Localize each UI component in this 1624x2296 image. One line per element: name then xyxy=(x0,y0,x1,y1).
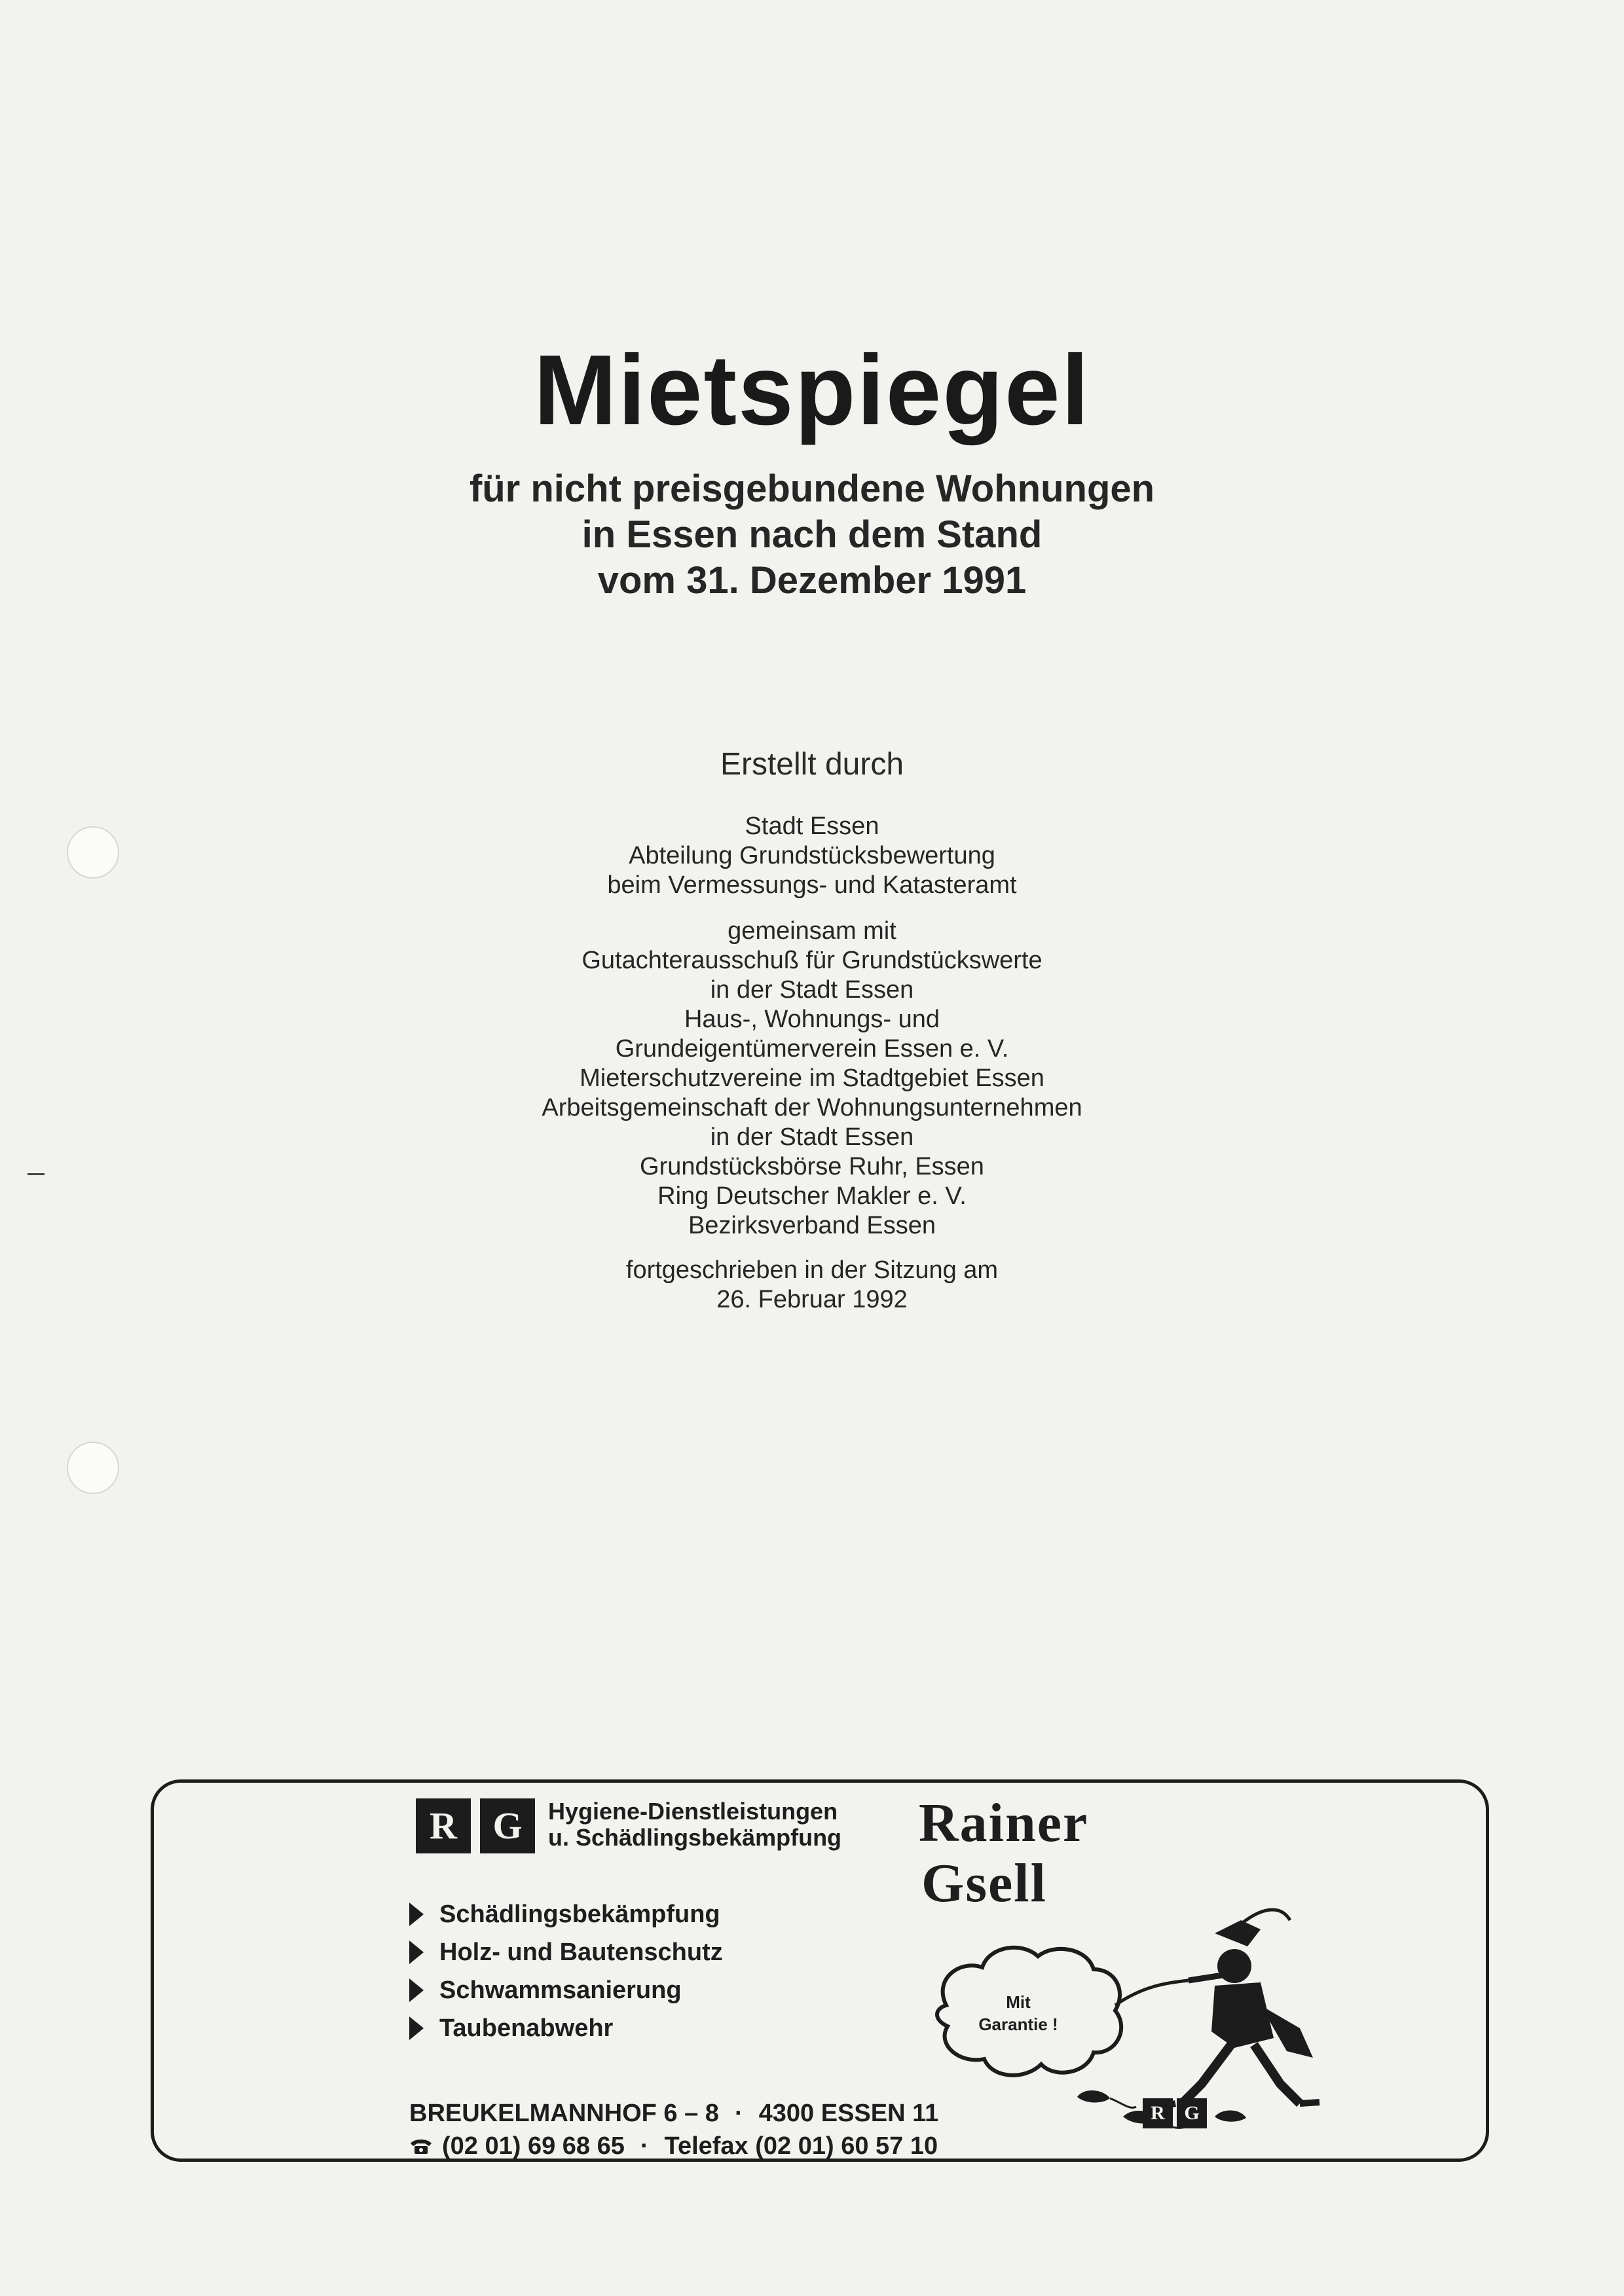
partners-block xyxy=(0,917,1624,1241)
service-item xyxy=(409,1971,723,2009)
partner-line: Arbeitsgemeinschaft der Wohnungsunternehmen xyxy=(542,1094,1082,1121)
fax-number: Telefax (02 01) 60 57 10 xyxy=(664,2132,938,2160)
service-item xyxy=(409,1933,723,1971)
partner-line: Gutachterausschuß für Grundstückswerte xyxy=(581,947,1043,974)
partner-line: Ring Deutscher Makler e. V. xyxy=(657,1182,967,1210)
brand-line: Gsell xyxy=(921,1853,1047,1914)
advertisement-box xyxy=(151,1779,1489,2162)
service-label: Schwammsanierung xyxy=(439,1976,682,2004)
triangle-bullet-icon xyxy=(409,1903,424,1926)
service-list xyxy=(409,1895,723,2047)
piper-illustration xyxy=(907,1907,1352,2143)
phone-number: (02 01) 69 68 65 xyxy=(442,2132,625,2160)
punch-hole-bottom xyxy=(67,1442,119,1494)
rg-logo xyxy=(416,1798,535,1853)
city: 4300 ESSEN 11 xyxy=(758,2100,939,2127)
tagline-line: u. Schädlingsbekämpfung xyxy=(548,1824,842,1851)
address-line-2 xyxy=(409,2130,938,2162)
update-block xyxy=(0,1256,1624,1315)
ad-address xyxy=(409,2097,938,2162)
address-line-1 xyxy=(409,2097,938,2130)
update-line: 26. Februar 1992 xyxy=(716,1286,908,1313)
partner-line: in der Stadt Essen xyxy=(710,976,914,1004)
creator-line: Abteilung Grundstücksbewertung xyxy=(629,842,995,869)
logo-letter-g: G xyxy=(480,1798,535,1853)
document-subtitle xyxy=(0,466,1624,604)
partner-line: Grundstücksbörse Ruhr, Essen xyxy=(640,1153,984,1180)
telephone-icon xyxy=(409,2138,433,2155)
ad-tagline xyxy=(548,1798,841,1851)
tagline-line: Hygiene-Dienstleistungen xyxy=(548,1798,838,1825)
subtitle-line: vom 31. Dezember 1991 xyxy=(597,559,1027,602)
created-by-label: Erstellt durch xyxy=(720,747,904,782)
triangle-bullet-icon xyxy=(409,1978,424,2002)
subtitle-line: in Essen nach dem Stand xyxy=(581,513,1043,556)
update-line: fortgeschrieben in der Sitzung am xyxy=(625,1256,999,1284)
separator-dot: · xyxy=(640,2132,649,2160)
triangle-bullet-icon xyxy=(409,2016,424,2040)
logo-letter-g: G xyxy=(1177,2098,1207,2128)
ad-brand-name xyxy=(919,1793,1088,1914)
rg-logo-small xyxy=(1143,2098,1207,2128)
service-label: Holz- und Bautenschutz xyxy=(439,1938,723,1966)
partner-line: Bezirksverband Essen xyxy=(688,1212,936,1239)
service-item xyxy=(409,2009,723,2047)
partner-line: Grundeigentümerverein Essen e. V. xyxy=(615,1035,1009,1063)
street: BREUKELMANNHOF 6 – 8 xyxy=(409,2100,719,2127)
separator-dot: · xyxy=(734,2100,743,2127)
service-label: Taubenabwehr xyxy=(439,2014,614,2042)
guarantee-line: Mit xyxy=(1006,1992,1031,2012)
guarantee-line: Garantie ! xyxy=(978,2014,1058,2034)
creator-line: Stadt Essen xyxy=(745,812,879,840)
document-title: Mietspiegel xyxy=(534,335,1090,446)
creator-line: beim Vermessungs- und Katasteramt xyxy=(607,871,1017,899)
guarantee-text xyxy=(946,1991,1090,2035)
partner-line: gemeinsam mit xyxy=(728,917,896,945)
partner-line: in der Stadt Essen xyxy=(710,1123,914,1151)
subtitle-line: für nicht preisgebundene Wohnungen xyxy=(469,467,1155,510)
creator-block xyxy=(0,812,1624,900)
partner-line: Haus-, Wohnungs- und xyxy=(684,1006,940,1033)
service-item xyxy=(409,1895,723,1933)
partner-line: Mieterschutzvereine im Stadtgebiet Essen xyxy=(580,1065,1044,1092)
service-label: Schädlingsbekämpfung xyxy=(439,1900,720,1928)
triangle-bullet-icon xyxy=(409,1941,424,1964)
logo-letter-r: R xyxy=(1143,2098,1173,2128)
brand-line: Rainer xyxy=(919,1793,1089,1853)
logo-letter-r: R xyxy=(416,1798,471,1853)
